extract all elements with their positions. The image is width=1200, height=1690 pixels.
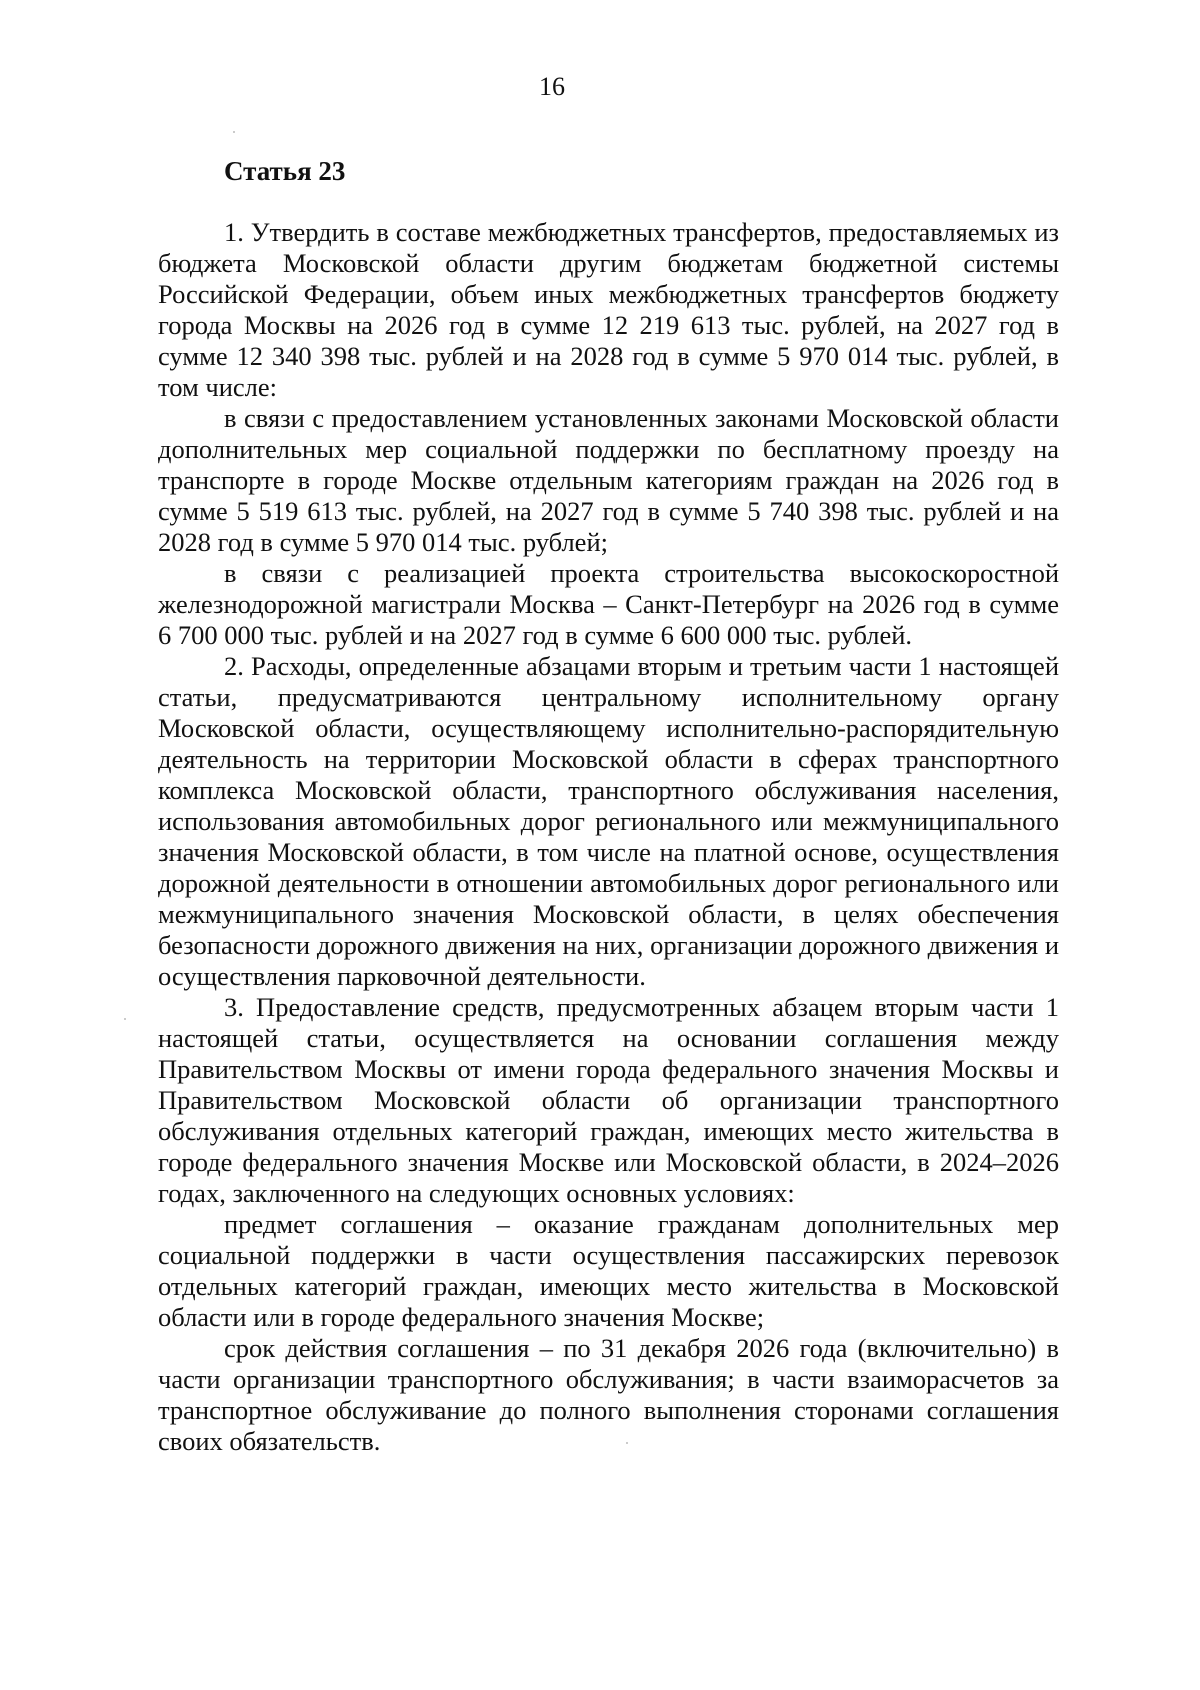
scan-speck <box>626 1442 628 1444</box>
scan-speck <box>233 131 235 133</box>
scan-speck <box>124 1018 126 1020</box>
paragraph-1-item-2: в связи с реализацией проекта строительства высокоскоростной железнодорожной магистрали Москва – Санкт-Петербург на 2026 год в сумме 6 700 000 тыс. рублей и на 2027 год в сумме 6 600 000 тыс. рублей. <box>158 558 1059 650</box>
article-body <box>158 217 1059 1457</box>
paragraph-3-condition-2: срок действия соглашения – по 31 декабря 2026 года (включительно) в части организации транспортного обслуживания; в части взаиморасчетов за транспортное обслуживание до полного выполнения сторонами соглашения своих обязательств. <box>158 1333 1059 1456</box>
paragraph-2: 2. Расходы, определенные абзацами вторым и третьим части 1 настоящей статьи, предусматриваются центральному исполнительному органу Московской области, осуществляющему исполнительно-распорядительную деятельность на территории Московской области в сферах транспортного комплекса Московской области, транспортного обслуживания населения, использования автомобильных дорог регионального или межмуниципального значения Московской области, в том числе на платной основе, осуществления дорожной деятельности в отношении автомобильных дорог регионального или межмуниципального значения Московской области, в целях обеспечения безопасности дорожного движения на них, организации дорожного движения и осуществления парковочной деятельности. <box>158 651 1059 991</box>
paragraph-3: 3. Предоставление средств, предусмотренных абзацем вторым части 1 настоящей статьи, осуществляется на основании соглашения между Правительством Москвы от имени города федерального значения Москвы и Правительством Московской области об организации транспортного обслуживания отдельных категорий граждан, имеющих место жительства в городе федерального значения Москве или Московской области, в 2024–2026 годах, заключенного на следующих основных условиях: <box>158 992 1059 1208</box>
paragraph-3-condition-1: предмет соглашения – оказание гражданам дополнительных мер социальной поддержки в части осуществления пассажирских перевозок отдельных категорий граждан, имеющих место жительства в Московской области или в городе федерального значения Москве; <box>158 1209 1059 1332</box>
article-title: Статья 23 <box>224 156 346 186</box>
page-number: 16 <box>539 72 565 101</box>
paragraph-1: 1. Утвердить в составе межбюджетных трансфертов, предоставляемых из бюджета Московской области другим бюджетам бюджетной системы Российской Федерации, объем иных межбюджетных трансфертов бюджету города Москвы на 2026 год в сумме 12 219 613 тыс. рублей, на 2027 год в сумме 12 340 398 тыс. рублей и на 2028 год в сумме 5 970 014 тыс. рублей, в том числе: <box>158 217 1059 402</box>
paragraph-1-item-1: в связи с предоставлением установленных законами Московской области дополнительных мер социальной поддержки по бесплатному проезду на транспорте в городе Москве отдельным категориям граждан на 2026 год в сумме 5 519 613 тыс. рублей, на 2027 год в сумме 5 740 398 тыс. рублей и на 2028 год в сумме 5 970 014 тыс. рублей; <box>158 403 1059 557</box>
